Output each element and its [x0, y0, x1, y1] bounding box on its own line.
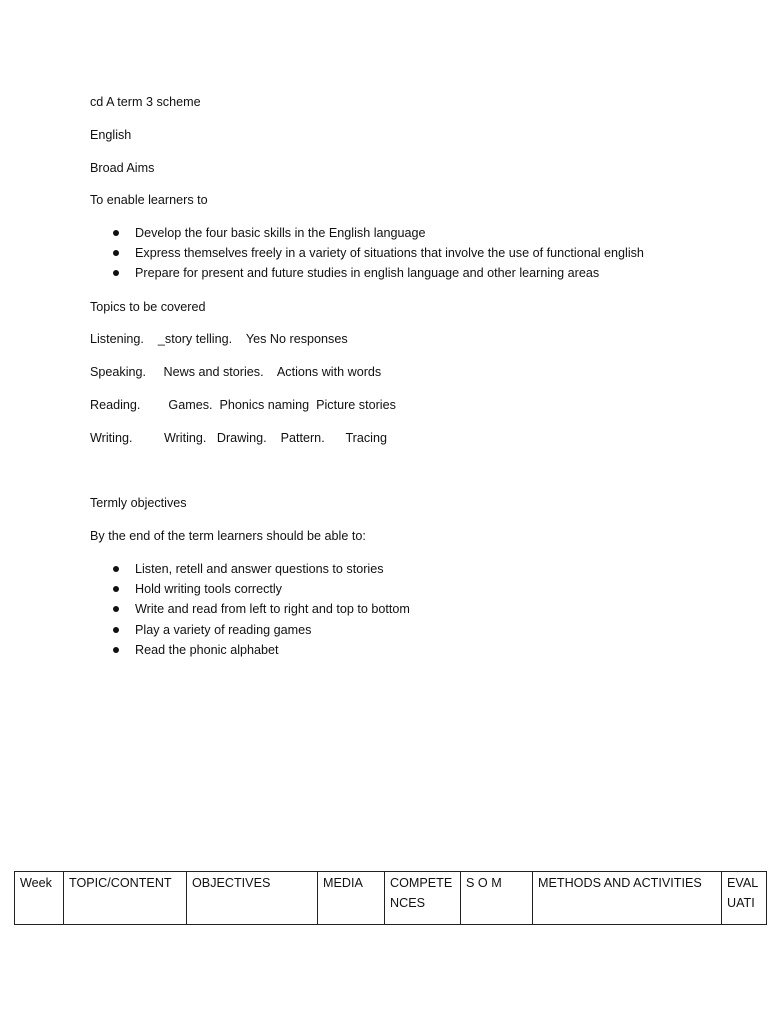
list-item	[110, 620, 410, 640]
header-som: S O M	[461, 872, 533, 925]
bullet-icon	[113, 566, 119, 572]
topics-heading: Topics to be covered	[90, 300, 206, 314]
list-item	[110, 579, 410, 599]
header-objectives: OBJECTIVES	[187, 872, 318, 925]
objectives-intro: By the end of the term learners should be able to:	[90, 529, 366, 543]
bullet-icon	[113, 627, 119, 633]
subject-heading: English	[90, 128, 132, 142]
bullet-icon	[113, 250, 119, 256]
objectives-heading: Termly objectives	[90, 496, 187, 510]
topic-reading: Reading. Games. Phonics naming Picture stories	[90, 398, 396, 412]
objectives-list	[110, 559, 410, 660]
list-item	[110, 223, 644, 243]
objective-text: Write and read from left to right and top to bottom	[135, 602, 410, 617]
aim-text: Develop the four basic skills in the English language	[135, 226, 426, 240]
aim-text: Express themselves freely in a variety of situations that involve the use of functional english	[135, 246, 644, 261]
aims-list	[110, 223, 644, 284]
list-item	[110, 263, 644, 283]
objective-text: Hold writing tools correctly	[135, 582, 282, 597]
header-week: Week	[15, 872, 64, 925]
table-header-row	[15, 872, 767, 925]
bullet-icon	[113, 606, 119, 612]
header-methods-activities: METHODS AND ACTIVITIES	[533, 872, 722, 925]
list-item	[110, 640, 410, 660]
objective-text: Listen, retell and answer questions to stories	[135, 562, 384, 576]
header-competences: COMPETENCES	[385, 872, 461, 925]
header-media: MEDIA	[318, 872, 385, 925]
bullet-icon	[113, 270, 119, 276]
list-item	[110, 559, 410, 579]
enable-intro: To enable learners to	[90, 193, 208, 207]
objective-text: Play a variety of reading games	[135, 622, 312, 637]
topic-speaking: Speaking. News and stories. Actions with words	[90, 365, 382, 379]
objective-text: Read the phonic alphabet	[135, 642, 279, 657]
topic-writing: Writing. Writing. Drawing. Pattern. Tracing	[90, 431, 387, 445]
list-item	[110, 243, 644, 263]
scheme-table	[14, 871, 767, 925]
topic-listening: Listening. _story telling. Yes No responses	[90, 332, 348, 346]
list-item	[110, 599, 410, 619]
header-topic-content: TOPIC/CONTENT	[64, 872, 187, 925]
aim-text: Prepare for present and future studies in english language and other learning areas	[135, 266, 600, 281]
broad-aims-heading: Broad Aims	[90, 161, 155, 175]
bullet-icon	[113, 586, 119, 592]
bullet-icon	[113, 230, 119, 236]
header-evaluation: EVALUATI	[722, 872, 767, 925]
bullet-icon	[113, 647, 119, 653]
document-title: cd A term 3 scheme	[90, 95, 201, 109]
